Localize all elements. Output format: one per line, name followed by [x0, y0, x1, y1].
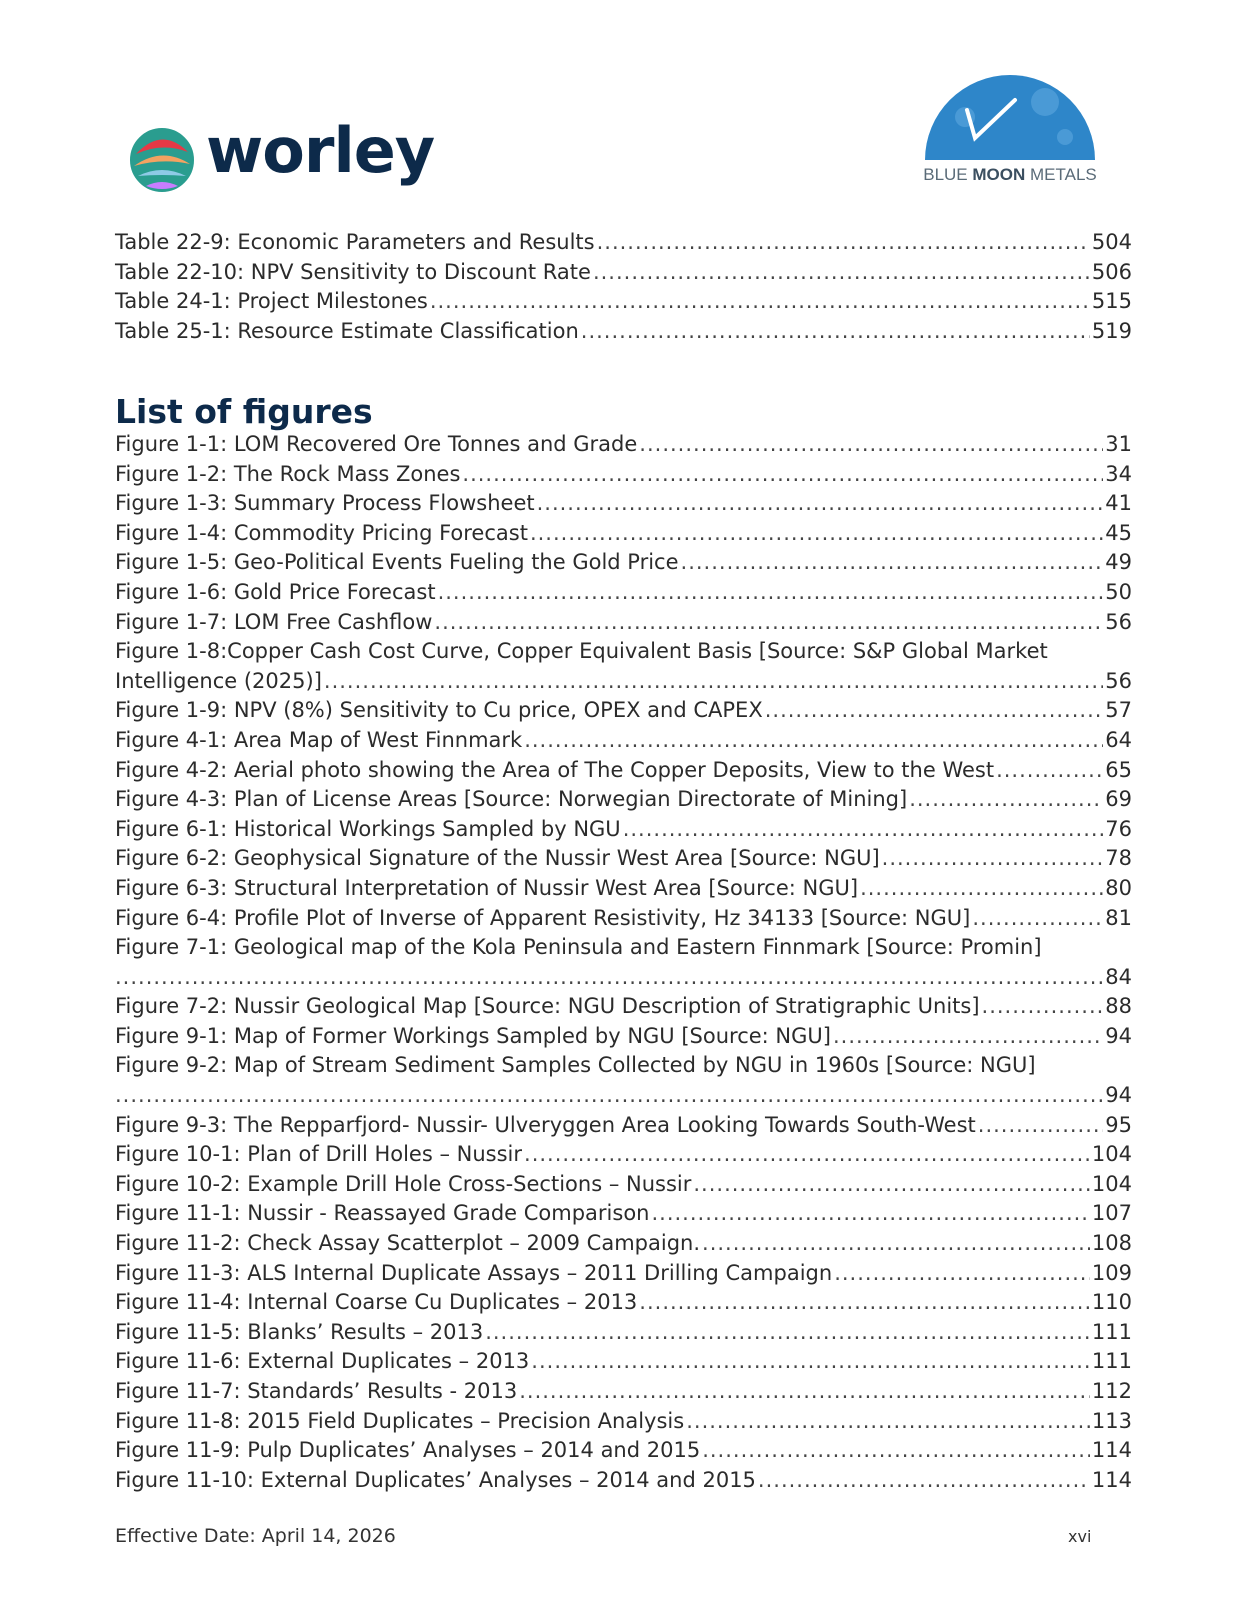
toc-row[interactable]: Figure 11-5: Blanks’ Results – 2013 ..... 111 — [115, 1318, 1132, 1348]
list-of-figures — [115, 430, 1132, 1495]
toc-row[interactable]: Table 22-9: Economic Parameters and Results ..... 504 — [115, 228, 1132, 258]
toc-row[interactable]: Figure 4-2: Aerial photo showing the Area of The Copper Deposits, View to the West ..... 65 — [115, 756, 1132, 786]
toc-row[interactable]: Table 25-1: Resource Estimate Classification ..... 519 — [115, 317, 1132, 347]
toc-row[interactable]: Figure 11-4: Internal Coarse Cu Duplicates – 2013 ..... 110 — [115, 1288, 1132, 1318]
toc-row[interactable]: Figure 6-4: Profile Plot of Inverse of Apparent Resistivity, Hz 34133 [Source: NGU] ..... 81 — [115, 904, 1132, 934]
worley-swirl-logo-icon — [126, 124, 198, 196]
toc-row[interactable]: Figure 1-9: NPV (8%) Sensitivity to Cu price, OPEX and CAPEX ..... 57 — [115, 696, 1132, 726]
toc-row[interactable]: Figure 11-7: Standards’ Results - 2013 ..... 112 — [115, 1377, 1132, 1407]
toc-row[interactable]: Figure 11-3: ALS Internal Duplicate Assays – 2011 Drilling Campaign ..... 109 — [115, 1259, 1132, 1289]
blue-moon-wordmark: BLUE MOON METALS — [923, 165, 1097, 184]
toc-row[interactable]: Table 22-10: NPV Sensitivity to Discount Rate ..... 506 — [115, 258, 1132, 288]
blue-moon-metals-logo — [905, 62, 1115, 190]
toc-row[interactable]: Figure 11-8: 2015 Field Duplicates – Precision Analysis ..... 113 — [115, 1407, 1132, 1437]
toc-row[interactable]: Table 24-1: Project Milestones ..... 515 — [115, 287, 1132, 317]
toc-row[interactable]: Figure 11-2: Check Assay Scatterplot – 2009 Campaign. ..... 108 — [115, 1229, 1132, 1259]
page-number: xvi — [1068, 1527, 1092, 1546]
toc-row[interactable]: Figure 11-9: Pulp Duplicates’ Analyses – 2014 and 2015 ..... 114 — [115, 1436, 1132, 1466]
toc-row[interactable]: Figure 11-1: Nussir - Reassayed Grade Comparison ..... 107 — [115, 1199, 1132, 1229]
toc-row[interactable]: Figure 11-10: External Duplicates’ Analyses – 2014 and 2015 ..... 114 — [115, 1466, 1132, 1496]
toc-row[interactable]: Figure 6-1: Historical Workings Sampled by NGU ..... 76 — [115, 815, 1132, 845]
toc-row[interactable]: Figure 4-1: Area Map of West Finnmark ..... 64 — [115, 726, 1132, 756]
toc-row[interactable]: Figure 1-1: LOM Recovered Ore Tonnes and Grade ..... 31 — [115, 430, 1132, 460]
toc-row[interactable]: Figure 9-1: Map of Former Workings Sampled by NGU [Source: NGU] ..... 94 — [115, 1022, 1132, 1052]
blue-moon-logo-icon — [905, 62, 1115, 162]
worley-logo — [126, 114, 436, 200]
toc-row[interactable]: Figure 1-3: Summary Process Flowsheet ..... 41 — [115, 489, 1132, 519]
toc-row[interactable]: Figure 1-6: Gold Price Forecast ..... 50 — [115, 578, 1132, 608]
toc-row[interactable]: Figure 9-3: The Repparfjord- Nussir- Ulveryggen Area Looking Towards South-West ..... 95 — [115, 1111, 1132, 1141]
toc-row-line1[interactable]: Figure 1-8:Copper Cash Cost Curve, Copper Equivalent Basis [Source: S&P Global Market — [115, 639, 1048, 664]
toc-row[interactable]: ..... 94 — [115, 1081, 1132, 1111]
toc-row[interactable]: Intelligence (2025)] ..... 56 — [115, 667, 1132, 697]
toc-row[interactable]: Figure 10-1: Plan of Drill Holes – Nussir ..... 104 — [115, 1140, 1132, 1170]
toc-row[interactable]: Figure 6-2: Geophysical Signature of the Nussir West Area [Source: NGU] ..... 78 — [115, 844, 1132, 874]
toc-row[interactable]: Figure 6-3: Structural Interpretation of Nussir West Area [Source: NGU] ..... 80 — [115, 874, 1132, 904]
toc-row[interactable]: Figure 1-5: Geo-Political Events Fueling the Gold Price ..... 49 — [115, 548, 1132, 578]
toc-row[interactable]: Figure 1-7: LOM Free Cashflow ..... 56 — [115, 608, 1132, 638]
toc-row[interactable]: Figure 11-6: External Duplicates – 2013 ..... 111 — [115, 1347, 1132, 1377]
toc-row[interactable]: ..... 84 — [115, 963, 1132, 993]
effective-date: Effective Date: April 14, 2026 — [115, 1525, 396, 1547]
toc-row[interactable]: Figure 1-2: The Rock Mass Zones ..... 34 — [115, 460, 1132, 490]
toc-row[interactable]: Figure 1-4: Commodity Pricing Forecast ..... 45 — [115, 519, 1132, 549]
worley-wordmark: worley — [206, 114, 435, 187]
toc-row-line1[interactable]: Figure 9-2: Map of Stream Sediment Samples Collected by NGU in 1960s [Source: NGU] — [115, 1053, 1036, 1078]
toc-row-line1[interactable]: Figure 7-1: Geological map of the Kola Peninsula and Eastern Finnmark [Source: Promin] — [115, 935, 1042, 960]
list-of-figures-heading: List of figures — [115, 392, 373, 431]
toc-row[interactable]: Figure 7-2: Nussir Geological Map [Source: NGU Description of Stratigraphic Units] ..... 88 — [115, 992, 1132, 1022]
toc-row[interactable]: Figure 4-3: Plan of License Areas [Source: Norwegian Directorate of Mining] ..... 69 — [115, 785, 1132, 815]
toc-row[interactable]: Figure 10-2: Example Drill Hole Cross-Sections – Nussir ..... 104 — [115, 1170, 1132, 1200]
list-of-tables — [115, 228, 1132, 346]
